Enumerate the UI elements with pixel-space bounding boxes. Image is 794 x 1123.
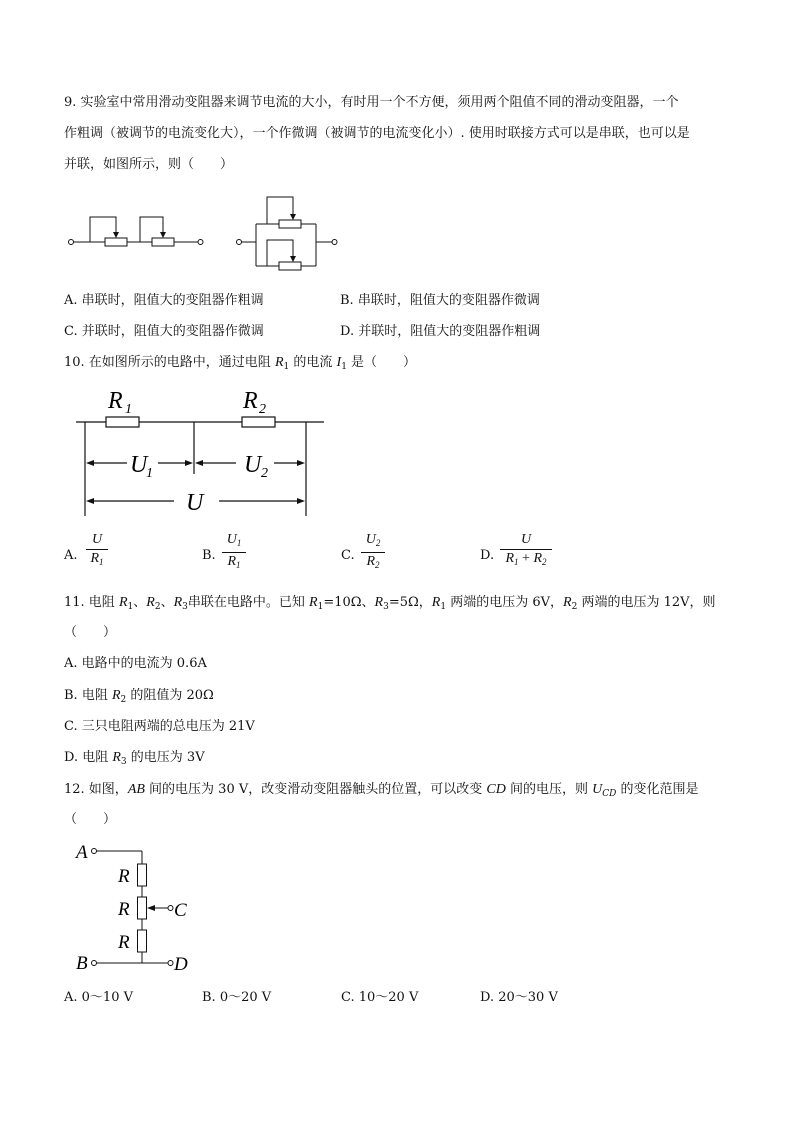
q10-circuit-diagram — [74, 384, 329, 519]
q12-label-d: D — [174, 954, 188, 975]
q10-option-d-fraction[interactable]: U $R_1 + R_2$ — [500, 532, 552, 570]
q10-option-a-fraction[interactable]: U $R_1$ — [86, 532, 108, 570]
q12-option-b[interactable]: B. 0～20 V — [202, 990, 272, 1005]
q9-option-b[interactable]: B. 串联时，阻值大的变阻器作微调 — [340, 293, 540, 308]
q10-label-r1: R — [108, 388, 123, 414]
q10-label-u: U — [186, 490, 204, 516]
q9-line-3: 并联，如图所示，则（ ） — [64, 157, 234, 172]
q10-label-r1-sub: 1 — [125, 402, 132, 417]
q10-label-r2: R — [243, 388, 258, 414]
q12-label-r-bottom: R — [118, 932, 130, 953]
q9-parallel-diagram — [232, 188, 342, 273]
q12-label-b: B — [76, 953, 88, 974]
q10-label-r2-sub: 2 — [259, 402, 266, 417]
q12-circuit-diagram — [74, 840, 199, 975]
q9-line-1: 9. 实验室中常用滑动变阻器来调节电流的大小，有时用一个不方便，须用两个阻值不同的滑动变阻器，一个 — [64, 95, 679, 110]
q11-option-d[interactable]: D. 电阻 $R_3$ 的电压为 3V — [64, 750, 205, 767]
q10-option-c-fraction[interactable]: $U_2$ $R_2$ — [361, 532, 385, 573]
q12-option-a[interactable]: A. 0～10 V — [64, 990, 133, 1005]
q10-option-c-letter[interactable]: C. — [341, 548, 355, 563]
q10-label-u2-sub: 2 — [261, 466, 268, 481]
q10-label-u1-sub: 1 — [146, 466, 153, 481]
q12-option-d[interactable]: D. 20～30 V — [480, 990, 558, 1005]
q11-option-b[interactable]: B. 电阻 $R_2$ 的阻值为 20Ω — [64, 688, 214, 705]
q9-option-d[interactable]: D. 并联时，阻值大的变阻器作粗调 — [340, 324, 541, 339]
q9-option-a[interactable]: A. 串联时，阻值大的变阻器作粗调 — [64, 293, 264, 308]
q11-stem-line-2: （ ） — [64, 625, 117, 640]
q10-label-u2: U — [244, 452, 262, 478]
q9-line-2: 作粗调（被调节的电流变化大），一个作微调（被调节的电流变化小）. 使用时联接方式可以是串联，也可以是 — [64, 126, 690, 141]
q10-stem: 10. 在如图所示的电路中，通过电阻 $R_1$ 的电流 $I_1$ 是（ ） — [64, 355, 417, 372]
q11-option-c[interactable]: C. 三只电阻两端的总电压为 21V — [64, 719, 255, 734]
q9-option-c[interactable]: C. 并联时，阻值大的变阻器作微调 — [64, 324, 264, 339]
q12-label-c: C — [174, 900, 187, 921]
q12-stem-line-2: （ ） — [64, 812, 117, 827]
q10-label-u1: U — [130, 452, 148, 478]
q10-option-b-letter[interactable]: B. — [202, 548, 216, 563]
q9-series-diagram — [64, 210, 209, 255]
q11-stem-line-1: 11. 电阻 $R_1$、$R_2$、$R_3$串联在电路中。已知 $R_1=10\Omega$、$R_3=5\Omega$，$R_1$ 两端的电压为 6V，$R_2$ 两端的电压为 12V，则 — [64, 595, 716, 612]
q10-option-b-fraction[interactable]: $U_1$ $R_1$ — [222, 532, 246, 573]
q10-option-a-letter[interactable]: A. — [64, 548, 78, 563]
q12-label-r-middle: R — [118, 899, 130, 920]
q11-option-a[interactable]: A. 电路中的电流为 0.6A — [64, 656, 207, 671]
q12-option-c[interactable]: C. 10～20 V — [341, 990, 419, 1005]
q12-label-a: A — [76, 842, 88, 863]
q10-option-d-letter[interactable]: D. — [480, 548, 495, 563]
q12-stem-line-1: 12. 如图，AB 间的电压为 30 V，改变滑动变阻器触头的位置，可以改变 CD 间的电压，则 $U_{CD}$ 的变化范围是 — [64, 782, 699, 799]
q12-label-r-top: R — [118, 866, 130, 887]
